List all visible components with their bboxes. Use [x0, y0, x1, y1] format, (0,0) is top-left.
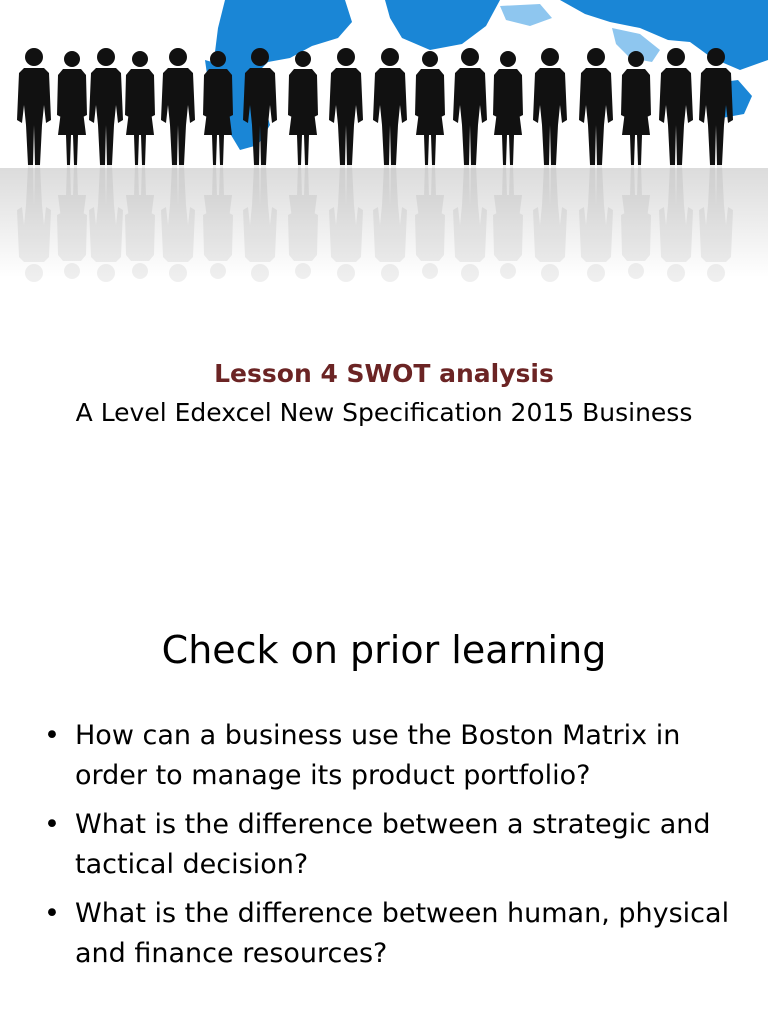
course-subtitle: A Level Edexcel New Specification 2015 Business: [75, 398, 693, 427]
question-text: What is the difference between a strategic and tactical decision?: [75, 809, 711, 880]
people-silhouettes: [17, 48, 733, 165]
business-people-banner-image: [0, 0, 768, 300]
slide-heading: Check on prior learning: [161, 628, 607, 672]
lesson-title: Lesson 4 SWOT analysis: [214, 359, 554, 388]
question-text: What is the difference between human, physical and finance resources?: [75, 898, 730, 969]
list-item: [44, 805, 744, 885]
question-text: How can a business use the Boston Matrix in order to manage its product portfolio?: [75, 720, 681, 791]
title-slide: [0, 355, 768, 433]
list-item: [44, 894, 744, 974]
banner-illustration: [0, 0, 768, 300]
bullet-icon: •: [44, 720, 60, 751]
list-item: [44, 716, 744, 796]
question-list: [44, 716, 744, 983]
bullet-icon: •: [44, 809, 60, 840]
bullet-icon: •: [44, 898, 60, 929]
